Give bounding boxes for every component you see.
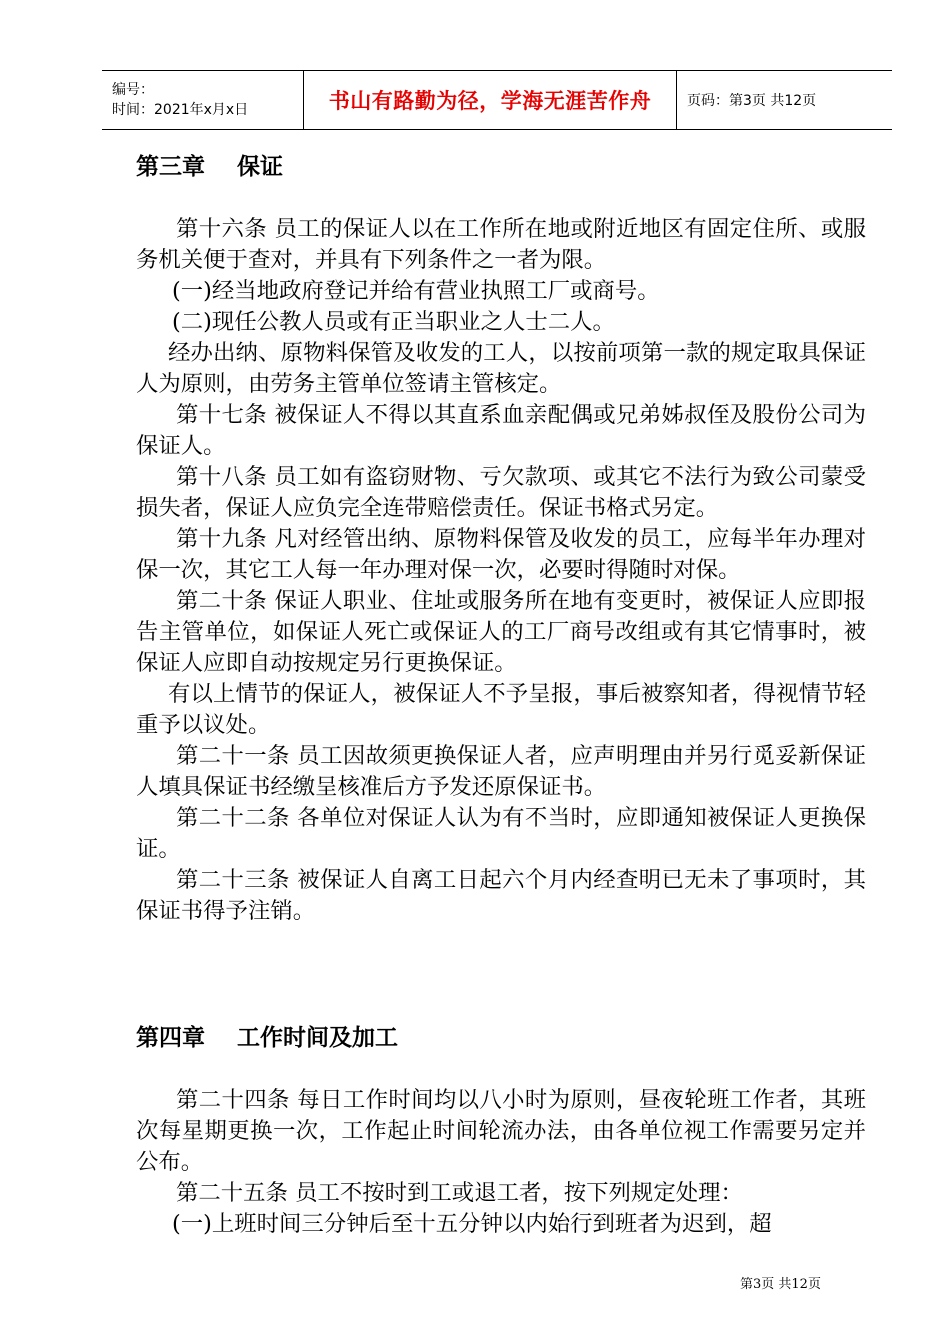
date-label: 时间：2021年x月x日 — [112, 102, 249, 118]
article-20: 第二十条 保证人职业、住址或服务所在地有变更时，被保证人应即报告主管单位，如保证人死亡或保证人的工厂商号改组或有其它情事时，被保证人应即自动按规定另行更换保证。 — [136, 588, 866, 676]
spacer — [136, 927, 866, 1019]
header-motto: 书山有路勤为径，学海无涯苦作舟 — [328, 88, 652, 113]
article-21: 第二十一条 员工因故须更换保证人者，应声明理由并另行觅妥新保证人填具保证书经缴呈核准后方予发还原保证书。 — [136, 743, 866, 800]
article-23: 第二十三条 被保证人自离工日起六个月内经查明已无未了事项时，其保证书得予注销。 — [136, 867, 866, 924]
article-24: 第二十四条 每日工作时间均以八小时为原则，昼夜轮班工作者，其班次每星期更换一次，工作起止时间轮流办法，由各单位视工作需要另定并公布。 — [136, 1087, 866, 1175]
article-25: 第二十五条 员工不按时到工或退工者，按下列规定处理： — [176, 1180, 743, 1206]
header-page-label: 页码：第3页 共12页 — [687, 93, 817, 109]
reporting-clause: 有以上情节的保证人，被保证人不予呈报，事后被察知者，得视情节轻重予以议处。 — [136, 681, 866, 738]
header-meta — [102, 71, 304, 129]
article-22: 第二十二条 各单位对保证人认为有不当时，应即通知被保证人更换保证。 — [136, 805, 866, 862]
page-footer: 第3页 共12页 — [740, 1277, 821, 1292]
chapter-title: 第四章 工作时间及加工 — [136, 1025, 399, 1051]
document-body — [136, 148, 866, 1240]
header-page-cell — [677, 71, 892, 129]
page-header — [102, 70, 892, 130]
article-16: 第十六条 员工的保证人以在工作所在地或附近地区有固定住所、或服务机关便于查对，并具有下列条件之一者为限。 — [136, 216, 866, 273]
condition-2: (二)现任公教人员或有正当职业之人士二人。 — [172, 309, 615, 335]
condition-1: (一)经当地政府登记并给有营业执照工厂或商号。 — [172, 278, 660, 304]
spacer — [136, 1057, 866, 1085]
late-rule-1: (一)上班时间三分钟后至十五分钟以内始行到班者为迟到，超 — [172, 1211, 772, 1237]
article-19: 第十九条 凡对经管出纳、原物料保管及收发的员工，应每半年办理对保一次，其它工人每一年办理对保一次，必要时得随时对保。 — [136, 526, 866, 583]
spacer — [136, 186, 866, 214]
cashier-clause: 经办出纳、原物料保管及收发的工人，以按前项第一款的规定取具保证人为原则，由劳务主管单位签请主管核定。 — [136, 340, 866, 397]
header-motto-cell — [304, 71, 677, 129]
article-18: 第十八条 员工如有盗窃财物、亏欠款项、或其它不法行为致公司蒙受损失者，保证人应负完全连带赔偿责任。保证书格式另定。 — [136, 464, 866, 521]
chapter-title: 第三章 保证 — [136, 154, 284, 180]
doc-number-label: 编号： — [112, 82, 154, 98]
article-17: 第十七条 被保证人不得以其直系血亲配偶或兄弟姊叔侄及股份公司为保证人。 — [136, 402, 866, 459]
